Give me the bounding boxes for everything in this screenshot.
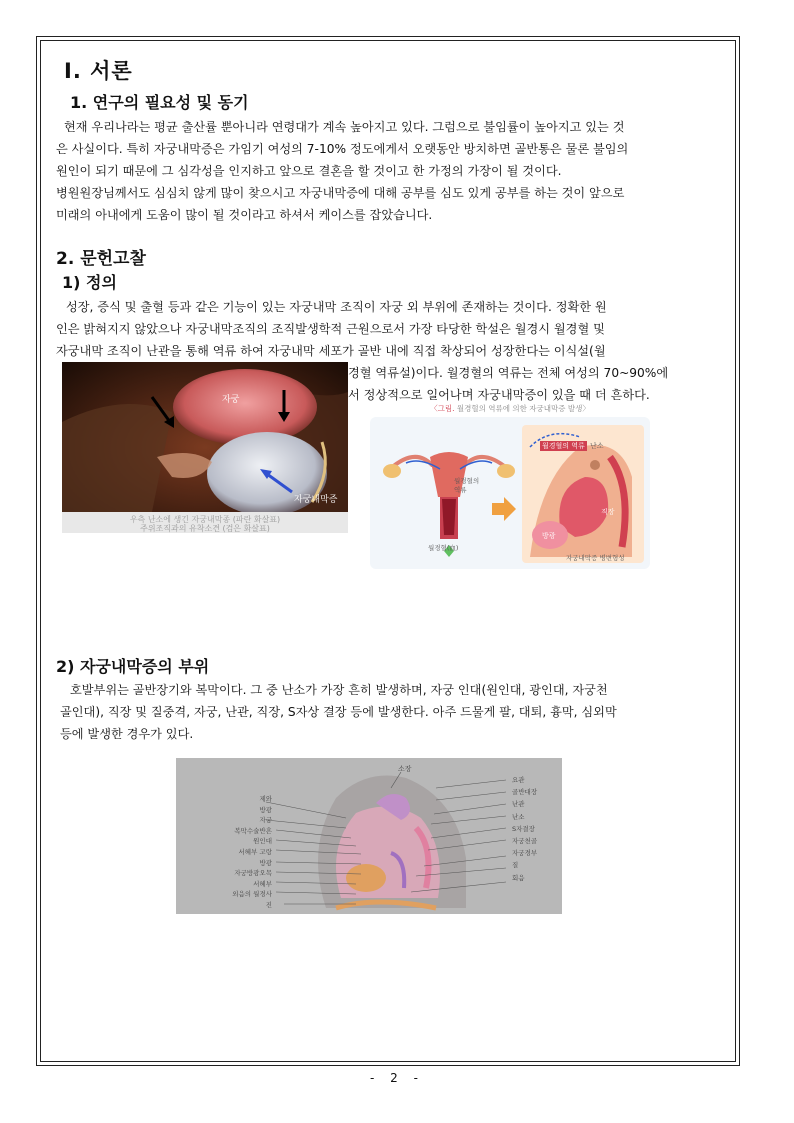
label-endometrioma: 자궁내막증 (294, 495, 338, 505)
anatomy-label: 난관 (512, 800, 525, 809)
anatomy-label: 외음의 월경사진 (232, 890, 272, 909)
anatomy-label: 자궁천골 (512, 837, 538, 846)
anatomy-label: 자궁 (259, 816, 272, 825)
label-ovary-reflux: 월경혈의 역류 (542, 442, 585, 450)
reflux-diagram (370, 403, 650, 569)
label-bladder: 방광 (542, 532, 556, 540)
text-line: 골인대), 직장 및 질중격, 자궁, 난관, 직장, S자상 결장 등에 발생한다. 아주 드물게 팔, 대퇴, 흉막, 심외막 (60, 705, 617, 719)
section-title-introduction: Ⅰ. 서론 (64, 59, 133, 83)
text-line: 미래의 아내에게 도움이 많이 될 것이라고 하셔서 케이스를 잡았습니다. (56, 208, 433, 222)
laparoscopy-photo-illustration (62, 362, 348, 533)
anatomy-label: 질 (512, 861, 519, 870)
label-lesion: 자궁내막증 병변형성 (566, 554, 625, 562)
text-line: 호발부위는 골반장기와 복막이다. 그 중 난소가 가장 흔히 발생하며, 자궁 인대(원인대, 광인대, 자궁천 (70, 683, 608, 697)
laparoscopy-photo (62, 362, 348, 533)
text-line: 병원원장님께서도 심심치 않게 많이 찾으시고 자궁내막증에 대해 공부를 심도 있게 공부를 하는 것이 앞으로 (56, 186, 625, 200)
paragraph-definition-wrap (348, 362, 720, 406)
anatomy-label: 서혜부 (253, 879, 272, 888)
anatomy-right-labels (512, 774, 537, 884)
anatomy-label: 서혜부 고랑 (238, 847, 272, 856)
photo-caption-1: 우측 난소에 생긴 자궁내막종 (파란 화살표) (129, 515, 281, 524)
text-line: 경혈 역류설)이다. 월경혈의 역류는 전체 여성의 70~90%에 (348, 366, 669, 380)
diagram-title-prefix: 〈그림. (430, 404, 455, 413)
anatomy-label: 원인대 (253, 837, 272, 846)
text-line: 인은 밝혀지지 않았으나 자궁내막조직의 조직발생학적 근원으로서 가장 타당한 학설은 월경시 월경혈 및 (56, 322, 605, 336)
anatomy-label: 골반대장 (512, 788, 538, 797)
anatomy-label: 자궁방광오목 (234, 869, 272, 878)
anatomy-label: 자궁경부 (512, 849, 538, 858)
anatomy-left-labels (228, 794, 272, 911)
label-reflux: 월경혈의 역류 (454, 477, 480, 494)
section-title-literature-review: 2. 문헌고찰 (56, 249, 146, 269)
text-line: 현재 우리나라는 평균 출산률 뿐아니라 연령대가 계속 높아지고 있다. 그럼으로 불임률이 높아지고 있는 것 (64, 120, 625, 134)
text-line: 자궁내막 조직이 난관을 통해 역류 하여 자궁내막 세포가 골반 내에 직접 착상되어 성장한다는 이식설(월 (56, 344, 606, 358)
subsection-title-definition: 1) 정의 (62, 273, 117, 292)
text-line: 성장, 증식 및 출혈 등과 같은 기능이 있는 자궁내막 조직이 자궁 외 부위에 존재하는 것이다. 정확한 원 (66, 300, 607, 314)
anatomy-label: 방광 (259, 805, 272, 814)
paragraph-definition (56, 296, 720, 362)
photo-caption-2: 주위조직과의 유착소견 (검은 화살표) (140, 524, 270, 533)
page-number: - 2 - (370, 1071, 424, 1085)
diagram-title-text: 월경혈의 역류에 의한 자궁내막증 발생〉 (454, 404, 590, 413)
anatomy-label: 회음 (512, 873, 525, 882)
paragraph-sites (56, 679, 720, 745)
text-line: 은 사실이다. 특히 자궁내막증은 가임기 여성의 7-10% 정도에게서 오랫동안 방치하면 골반통은 물론 불임의 (56, 142, 629, 156)
subsection-title-sites: 2) 자궁내막증의 부위 (56, 657, 210, 676)
label-ovary: 난소 (590, 442, 604, 450)
label-menses: 월경혈(血) (428, 544, 459, 552)
label-uterus: 자궁 (222, 395, 240, 405)
anatomy-label-small-intestine: 소장 (398, 765, 412, 773)
anatomy-label: 복막수술반흔 (234, 826, 272, 835)
anatomy-label: S자결장 (512, 824, 535, 833)
anatomy-label: 방광 (259, 858, 272, 867)
diagram-title (370, 403, 650, 414)
text-line: 등에 발생한 경우가 있다. (60, 727, 194, 741)
text-line: 서 정상적으로 일어나며 자궁내막증이 있을 때 더 흔하다. (348, 388, 650, 402)
text-line: 원인이 되기 때문에 그 심각성을 인지하고 앞으로 결혼을 할 것이고 한 가정의 가장이 될 것이다. (56, 164, 562, 178)
anatomy-label: 난소 (512, 812, 525, 821)
diagram-illustration (370, 417, 650, 569)
pelvic-anatomy-figure (176, 758, 562, 914)
subsection-title-motivation: 1. 연구의 필요성 및 동기 (70, 93, 249, 112)
anatomy-label: 제와 (259, 795, 272, 803)
paragraph-motivation (56, 116, 720, 226)
label-rectum: 직장 (601, 508, 615, 516)
anatomy-label: 요관 (512, 776, 525, 784)
